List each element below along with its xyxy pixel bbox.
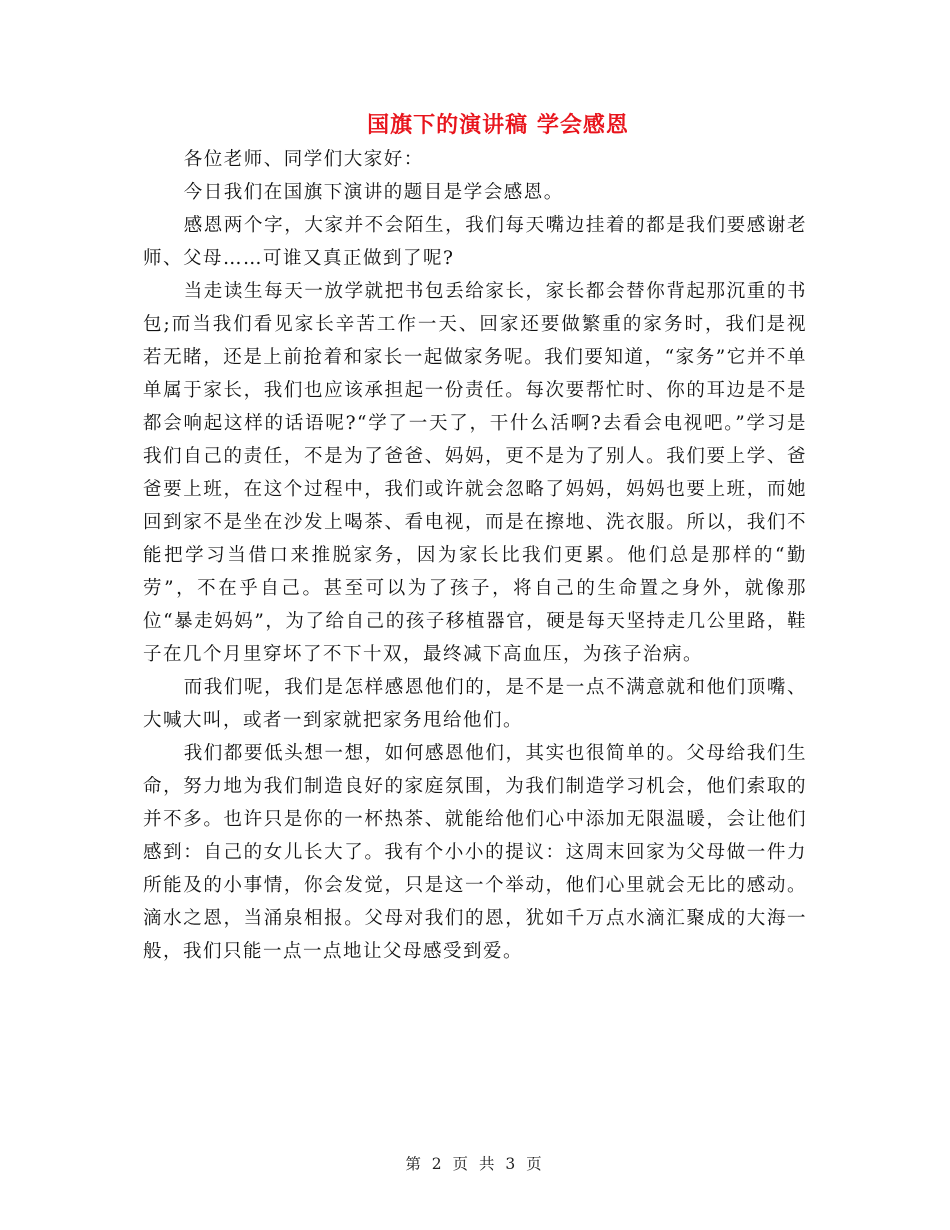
paragraph-reflection: 而我们呢，我们是怎样感恩他们的，是不是一点不满意就和他们顶嘴、大喊大叫，或者一到家就把家务甩给他们。 — [143, 677, 807, 731]
paragraph-conclusion: 我们都要低头想一想，如何感恩他们，其实也很简单的。父母给我们生命，努力地为我们制造良好的家庭氛围，为我们制造学习机会，他们索取的并不多。也许只是你的一杯热茶、就能给他们心中添加无限温暖，会让他们感到：自己的女儿长大了。我有个小小的提议：这周末回家为父母做一件力所能及的小事情，你会发觉，只是这一个举动，他们心里就会无比的感动。滴水之恩，当涌泉相报。父母对我们的恩，犹如千万点水滴汇聚成的大海一般，我们只能一点一点地让父母感受到爱。 — [143, 743, 807, 962]
paragraph-intro: 感恩两个字，大家并不会陌生，我们每天嘴边挂着的都是我们要感谢老师、父母……可谁又真正做到了呢? — [143, 215, 807, 269]
document-title: 国旗下的演讲稿 学会感恩 — [367, 112, 629, 138]
page-number-footer: 第 2 页 共 3 页 — [405, 1155, 545, 1173]
paragraph-greeting: 各位老师、同学们大家好： — [183, 149, 424, 170]
paragraph-family-chores: 当走读生每天一放学就把书包丢给家长，家长都会替你背起那沉重的书包;而当我们看见家长辛苦工作一天、回家还要做繁重的家务时，我们是视若无睹，还是上前抢着和家长一起做家务呢。我们要知道，“家务”它并不单单属于家长，我们也应该承担起一份责任。每次要帮忙时、你的耳边是不是都会响起这样的话语呢?“学了一天了，干什么活啊?去看会电视吧。”学习是我们自己的责任，不是为了爸爸、妈妈，更不是为了别人。我们要上学、爸爸要上班，在这个过程中，我们或许就会忽略了妈妈，妈妈也要上班，而她回到家不是坐在沙发上喝茶、看电视，而是在擦地、洗衣服。所以，我们不能把学习当借口来推脱家务，因为家长比我们更累。他们总是那样的“勤劳”，不在乎自己。甚至可以为了孩子，将自己的生命置之身外，就像那位“暴走妈妈”，为了给自己的孩子移植器官，硬是每天坚持走几公里路，鞋子在几个月里穿坏了不下十双，最终减下高血压，为孩子治病。 — [143, 281, 807, 665]
document-body — [143, 143, 807, 968]
paragraph-topic: 今日我们在国旗下演讲的题目是学会感恩。 — [183, 182, 564, 203]
